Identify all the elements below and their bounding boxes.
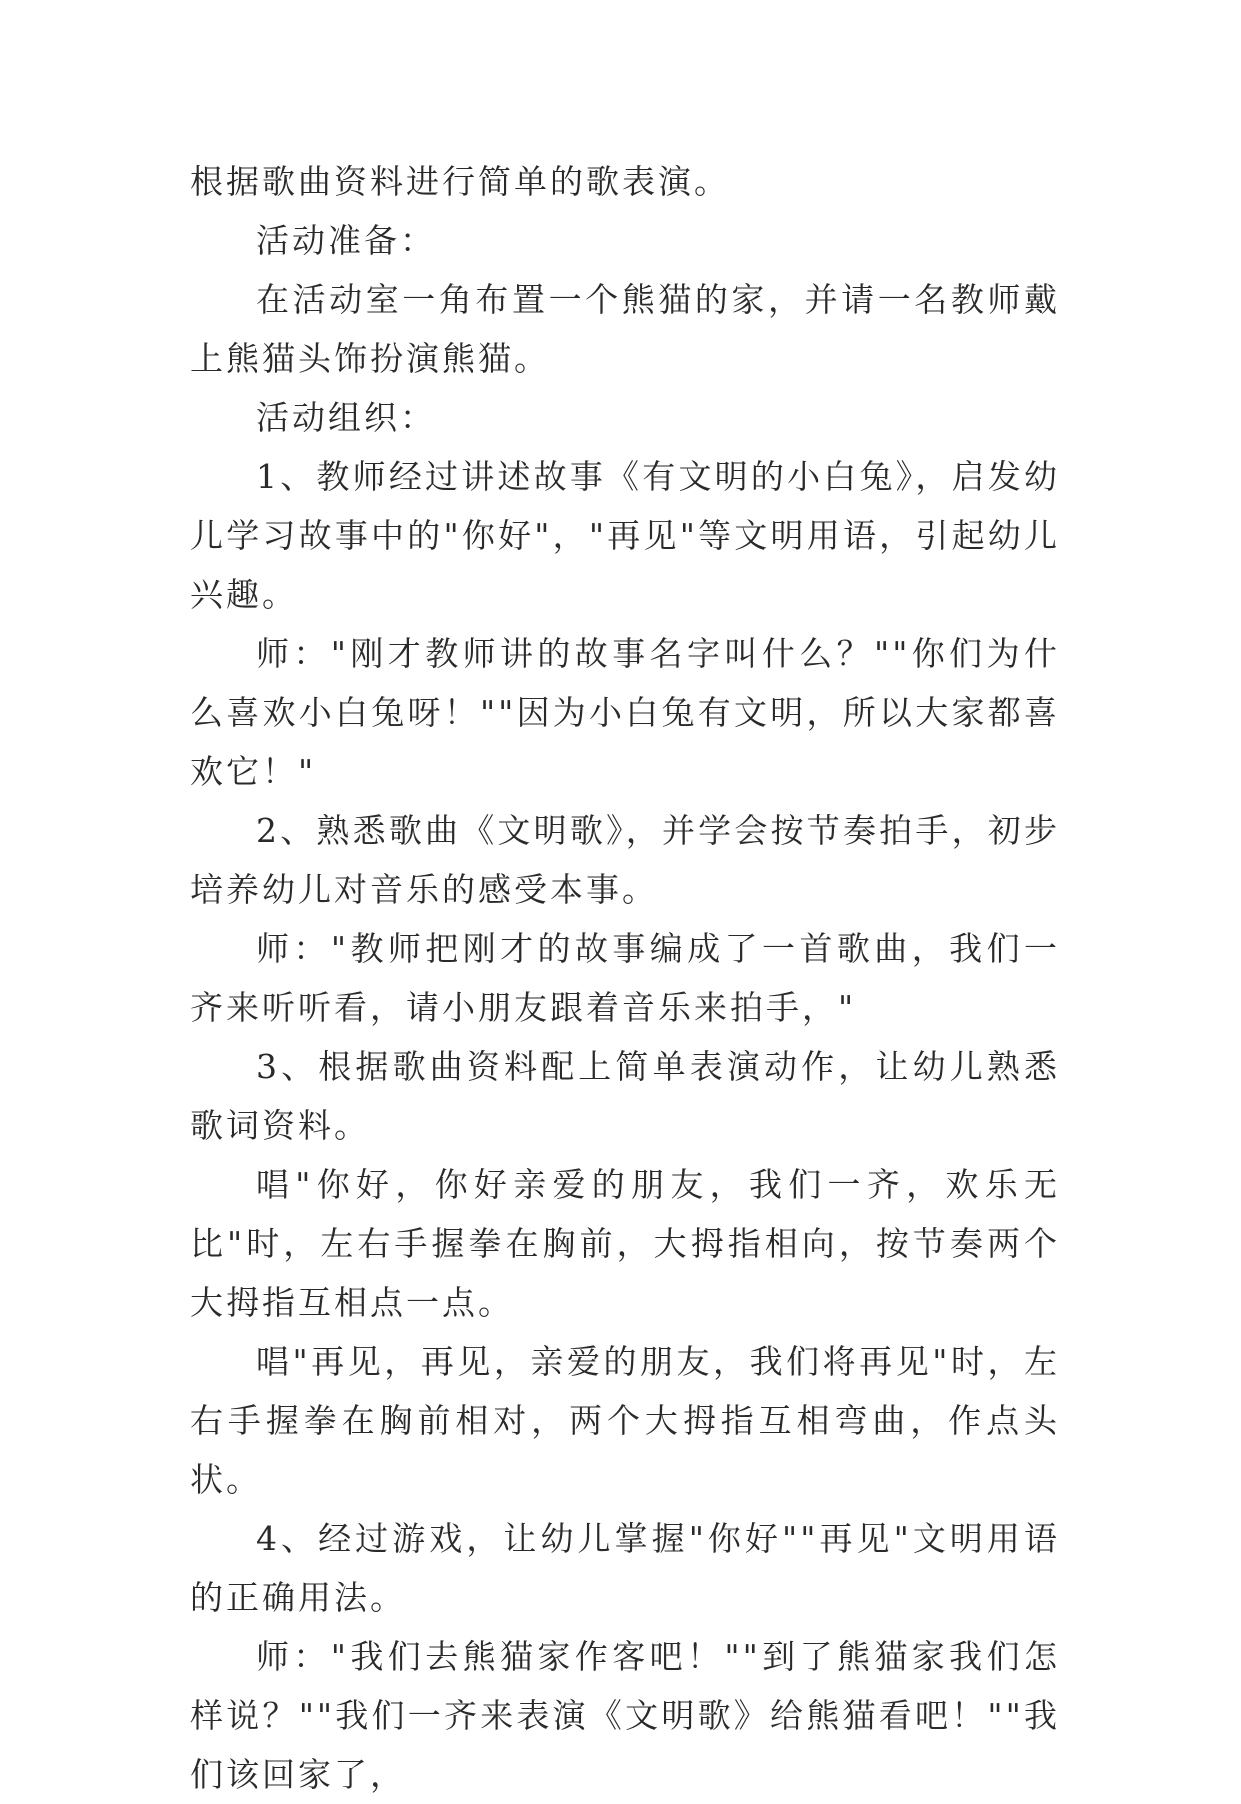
paragraph-4: 活动组织： [256, 398, 436, 437]
paragraph-1: 根据歌曲资料进行简单的歌表演。 [190, 162, 730, 201]
paragraph-6: 师："刚才教师讲的故事名字叫什么？""你们为什么喜欢小白兔呀！""因为小白兔有文明，所以大家都喜欢它！" [190, 634, 1060, 791]
paragraph-9: 3、根据歌曲资料配上简单表演动作，让幼儿熟悉歌词资料。 [190, 1047, 1060, 1145]
paragraph-11: 唱"再见，再见，亲爱的朋友，我们将再见"时，左右手握拳在胸前相对，两个大拇指互相弯曲，作点头状。 [190, 1342, 1060, 1499]
paragraph-13: 师："我们去熊猫家作客吧！""到了熊猫家我们怎样说？""我们一齐来表演《文明歌》给熊猫看吧！""我们该回家了， [190, 1637, 1060, 1794]
paragraph-10: 唱"你好，你好亲爱的朋友，我们一齐，欢乐无比"时，左右手握拳在胸前，大拇指相向，按节奏两个大拇指互相点一点。 [190, 1165, 1060, 1322]
paragraph-8: 师："教师把刚才的故事编成了一首歌曲，我们一齐来听听看，请小朋友跟着音乐来拍手，" [190, 929, 1060, 1027]
paragraph-3: 在活动室一角布置一个熊猫的家，并请一名教师戴上熊猫头饰扮演熊猫。 [190, 280, 1060, 378]
paragraph-5: 1、教师经过讲述故事《有文明的小白兔》，启发幼儿学习故事中的"你好"，"再见"等文明用语，引起幼儿兴趣。 [190, 457, 1060, 614]
document-body [190, 152, 1060, 1804]
paragraph-7: 2、熟悉歌曲《文明歌》，并学会按节奏拍手，初步培养幼儿对音乐的感受本事。 [190, 811, 1060, 909]
paragraph-12: 4、经过游戏，让幼儿掌握"你好""再见"文明用语的正确用法。 [190, 1519, 1060, 1617]
paragraph-2: 活动准备： [256, 221, 436, 260]
